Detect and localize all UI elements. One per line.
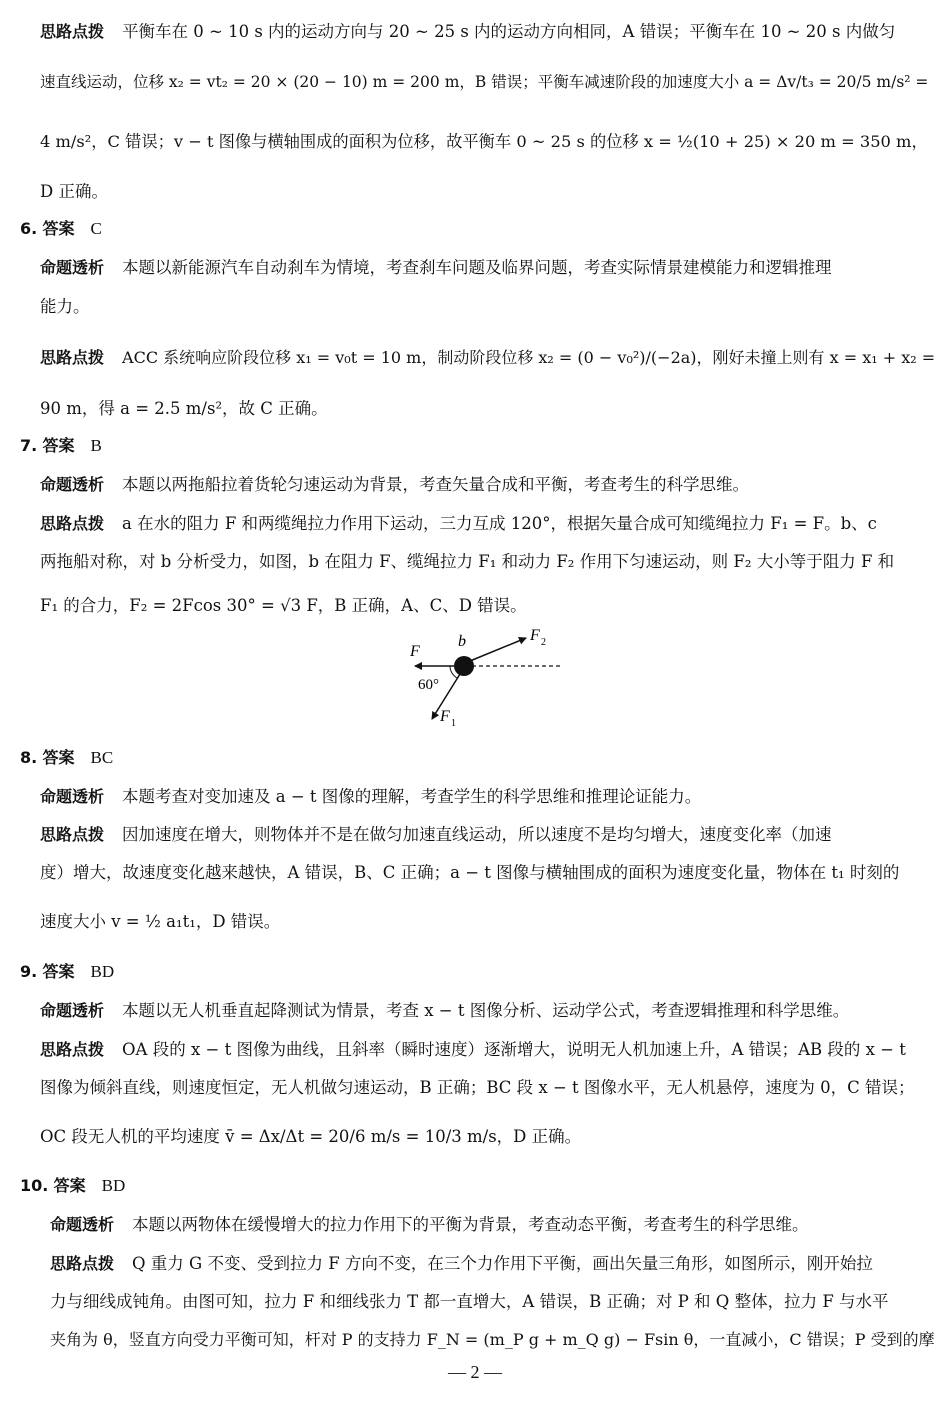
hint-label: 思路点拨 — [50, 1254, 115, 1273]
q5-hint-line-2: 速直线运动，位移 x₂ = vt₂ = 20 × (20 − 10) m = 200 m，B 错误；平衡车减速阶段的加速度大小 a = Δv/t₃ = 20/5 m/s² = — [40, 73, 929, 91]
label-b: b — [458, 633, 466, 650]
q10-answer: 10. 答案 BD — [20, 1176, 126, 1195]
force-F2-arrow — [470, 638, 526, 661]
q7-intent-line-1: 命题透析 本题以两拖船拉着货轮匀速运动为背景，考查矢量合成和平衡，考查考生的科学思维。 — [40, 475, 750, 494]
q6-hint-line-1: 思路点拨 ACC 系统响应阶段位移 x₁ = v₀t = 10 m，制动阶段位移 x₂ = (0 − v₀²)/(−2a)，刚好未撞上则有 x = x₁ + x₂ = — [40, 348, 936, 367]
q9-hint-line-3: OC 段无人机的平均速度 v̄ = Δx/Δt = 20/6 m/s = 10/3 m/s，D 正确。 — [40, 1127, 582, 1146]
q5-hint-line-1: 思路点拨 平衡车在 0 ~ 10 s 内的运动方向与 20 ~ 25 s 内的运动方向相同，A 错误；平衡车在 10 ~ 20 s 内做匀 — [40, 22, 896, 41]
hint-label: 思路点拨 — [40, 22, 105, 41]
intent-label: 命题透析 — [40, 787, 105, 806]
q5-hint-line-4: D 正确。 — [40, 182, 108, 201]
body-b — [454, 656, 474, 676]
q9-answer: 9. 答案 BD — [20, 962, 115, 981]
intent-label: 命题透析 — [40, 475, 105, 494]
q7-answer: 7. 答案 B — [20, 436, 102, 455]
q6-intent-line-2: 能力。 — [40, 297, 90, 316]
label-F2-subscript: 2 — [541, 637, 546, 648]
q10-hint-line-2: 力与细线成钝角。由图可知，拉力 F 和细线张力 T 都一直增大，A 错误，B 正确；对 P 和 Q 整体，拉力 F 与水平 — [50, 1292, 889, 1311]
q7-hint-line-2: 两拖船对称，对 b 分析受力，如图，b 在阻力 F、缆绳拉力 F₁ 和动力 F₂ 作用下匀速运动，则 F₂ 大小等于阻力 F 和 — [40, 552, 895, 571]
q7-hint-line-1: 思路点拨 a 在水的阻力 F 和两缆绳拉力作用下运动，三力互成 120°，根据矢量合成可知缆绳拉力 F₁ = F。b、c — [40, 514, 877, 533]
hint-label: 思路点拨 — [40, 825, 105, 844]
q7-hint-line-3: F₁ 的合力，F₂ = 2Fcos 30° = √3 F，B 正确，A、C、D 错误。 — [40, 596, 527, 615]
label-F1-subscript: 1 — [451, 718, 456, 729]
q8-intent-line-1: 命题透析 本题考查对变加速及 a − t 图像的理解，考查学生的科学思维和推理论证能力。 — [40, 787, 702, 806]
label-angle: 60° — [418, 677, 439, 693]
label-F: F — [410, 643, 420, 660]
q9-hint-line-2: 图像为倾斜直线，则速度恒定，无人机做匀速运动，B 正确；BC 段 x − t 图像水平，无人机悬停，速度为 0，C 错误； — [40, 1078, 915, 1097]
q10-intent-line-1: 命题透析 本题以两物体在缓慢增大的拉力作用下的平衡为背景，考查动态平衡，考查考生的科学思维。 — [50, 1215, 809, 1234]
q8-answer: 8. 答案 BC — [20, 748, 114, 767]
q9-hint-line-1: 思路点拨 OA 段的 x − t 图像为曲线，且斜率（瞬时速度）逐渐增大，说明无人机加速上升，A 错误；AB 段的 x − t — [40, 1040, 906, 1059]
q8-hint-line-2: 度）增大，故速度变化越来越快，A 错误，B、C 正确；a − t 图像与横轴围成的面积为速度变化量，物体在 t₁ 时刻的 — [40, 863, 900, 882]
intent-label: 命题透析 — [40, 1001, 105, 1020]
q10-hint-line-1: 思路点拨 Q 重力 G 不变、受到拉力 F 方向不变，在三个力作用下平衡，画出矢量三角形，如图所示，刚开始拉 — [50, 1254, 873, 1273]
label-F1: F — [440, 708, 450, 725]
q8-hint-line-3: 速度大小 v = ½ a₁t₁，D 错误。 — [40, 912, 281, 931]
q6-hint-line-2: 90 m，得 a = 2.5 m/s²，故 C 正确。 — [40, 399, 328, 418]
q6-answer: 6. 答案 C — [20, 219, 102, 238]
hint-label: 思路点拨 — [40, 514, 105, 533]
hint-label: 思路点拨 — [40, 1040, 105, 1059]
q9-intent-line-1: 命题透析 本题以无人机垂直起降测试为情景，考查 x − t 图像分析、运动学公式，考查逻辑推理和科学思维。 — [40, 1001, 850, 1020]
q6-intent-line-1: 命题透析 本题以新能源汽车自动刹车为情境，考查刹车问题及临界问题，考查实际情景建模能力和逻辑推理 — [40, 258, 832, 277]
intent-label: 命题透析 — [40, 258, 105, 277]
force-diagram — [400, 626, 575, 736]
hint-label: 思路点拨 — [40, 348, 105, 367]
page-number: — 2 — — [448, 1362, 502, 1382]
q10-hint-line-3: 夹角为 θ，竖直方向受力平衡可知，杆对 P 的支持力 F_N = (m_P g + m_Q g) − Fsin θ，一直减小，C 错误；P 受到的摩 — [50, 1330, 935, 1349]
intent-label: 命题透析 — [50, 1215, 115, 1234]
label-F2: F — [530, 627, 540, 644]
q8-hint-line-1: 思路点拨 因加速度在增大，则物体并不是在做匀加速直线运动，所以速度不是均匀增大，速度变化率（加速 — [40, 825, 832, 844]
q5-hint-line-3: 4 m/s²，C 错误；v − t 图像与横轴围成的面积为位移，故平衡车 0 ~ 25 s 的位移 x = ½(10 + 25) × 20 m = 350 m， — [40, 132, 928, 151]
